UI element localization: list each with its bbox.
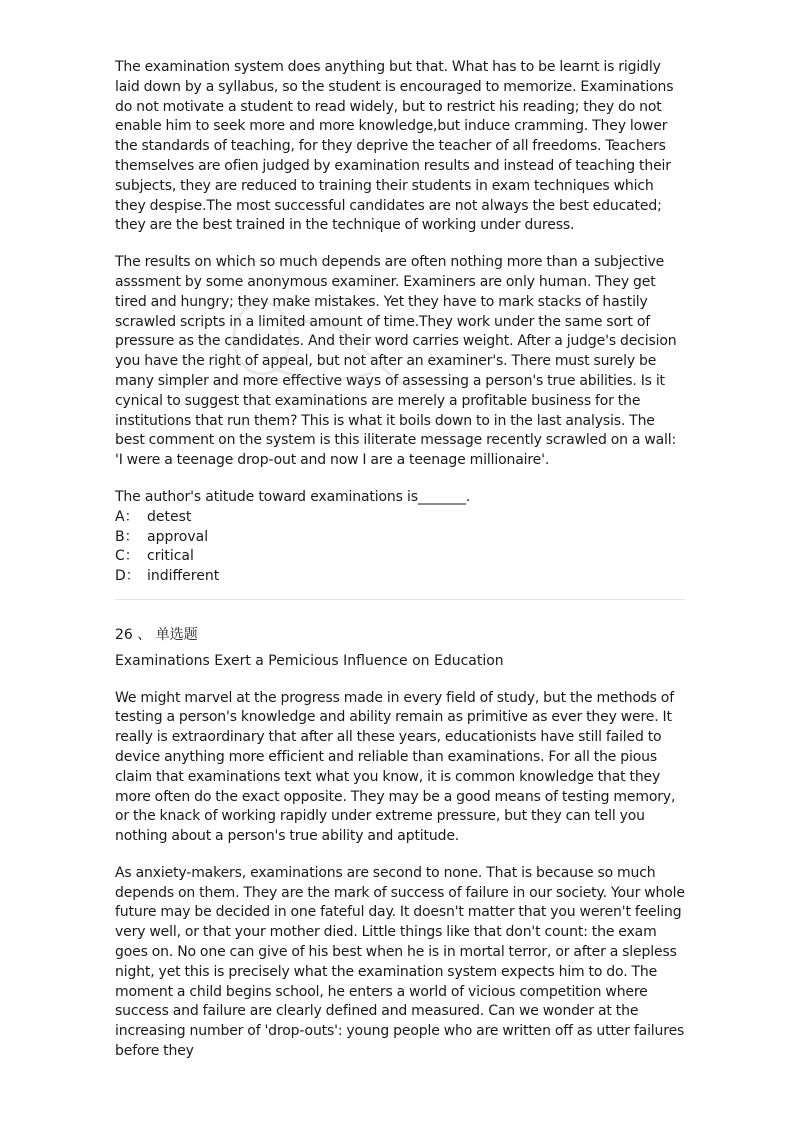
section-divider — [115, 599, 685, 600]
option-text: indifferent — [147, 568, 220, 585]
option-letter: A： — [115, 508, 139, 525]
option-letter: B： — [115, 528, 139, 545]
question-number-header: 26 、 单选题 — [115, 626, 198, 643]
answer-options — [115, 508, 687, 587]
question-stem: The author's atitude toward examinations is_______. — [115, 488, 471, 505]
option-b[interactable] — [115, 528, 687, 548]
option-letter: C： — [115, 548, 139, 565]
passage-paragraph-2: The results on which so much depends are often nothing more than a subjective asssment by some anonymous examiner. Examiners are only human. They get tired and hungry; they make mistakes. Yet they have to mark stacks of hastily scrawled scripts in a limited amount of time.They work under the same sort of pressure as the candidates. And their word carries weight. After a judge's decision you have the right of appeal, but not after an examiner's. There must surely be many simpler and more effective ways of assessing a person's true abilities. Is it cynical to suggest that examinations are merely a profitable business for the institutions that run them? This is what it boils down to in the last analysis. The best comment on the system is this iliterate message recently scrawled on a wall: 'I were a teenage drop-out and now I are a teenage millionaire'. — [115, 254, 677, 469]
passage-paragraph-1: The examination system does anything but that. What has to be learnt is rigidly laid down by a syllabus, so the student is encouraged to memorize. Examinations do not motivate a student to read widely, but to restrict his reading; they do not enable him to seek more and more knowledge,but induce cramming. They lower the standards of teaching, for they deprive the teacher of all freedoms. Teachers themselves are ofien judged by examination results and instead of teaching their subjects, they are reduced to training their students in exam techniques which they despise.The most successful candidates are not always the best educated; they are the best trained in the technique of working under duress. — [115, 59, 674, 234]
passage-paragraph-3: We might marvel at the progress made in every field of study, but the methods of testing a person's knowledge and ability remain as primitive as ever they were. It really is extraordinary that after all these years, educationists have still failed to device anything more efficient and reliable than examinations. For all the pious claim that examinations text what you know, it is common knowledge that they more often do the exact opposite. They may be a good means of testing memory, or the knack of working rapidly under extreme pressure, but they can tell you nothing about a person's true ability and aptitude. — [115, 689, 676, 845]
option-c[interactable] — [115, 547, 687, 567]
option-d[interactable] — [115, 567, 687, 587]
option-text: detest — [147, 508, 192, 525]
passage-paragraph-4: As anxiety-makers, examinations are second to none. That is because so much depends on them. They are the mark of success of failure in our society. Your whole future may be decided in one fateful day. It doesn't matter that you weren't feeling very well, or that your mother died. Little things like that don't count: the exam goes on. No one can give of his best when he is in mortal terror, or after a slepless night, yet this is precisely what the examination system expects him to do. The moment a child begins school, he enters a world of vicious competition where success and failure are clearly defined and measured. Can we wonder at the increasing number of 'drop-outs': young people who are written off as utter failures before they — [115, 864, 685, 1060]
option-text: critical — [147, 548, 194, 565]
passage-title: Examinations Exert a Pemicious Influence on Education — [115, 652, 504, 669]
option-text: approval — [147, 528, 209, 545]
option-letter: D： — [115, 568, 140, 585]
option-a[interactable] — [115, 508, 687, 528]
document-page — [115, 58, 687, 1079]
